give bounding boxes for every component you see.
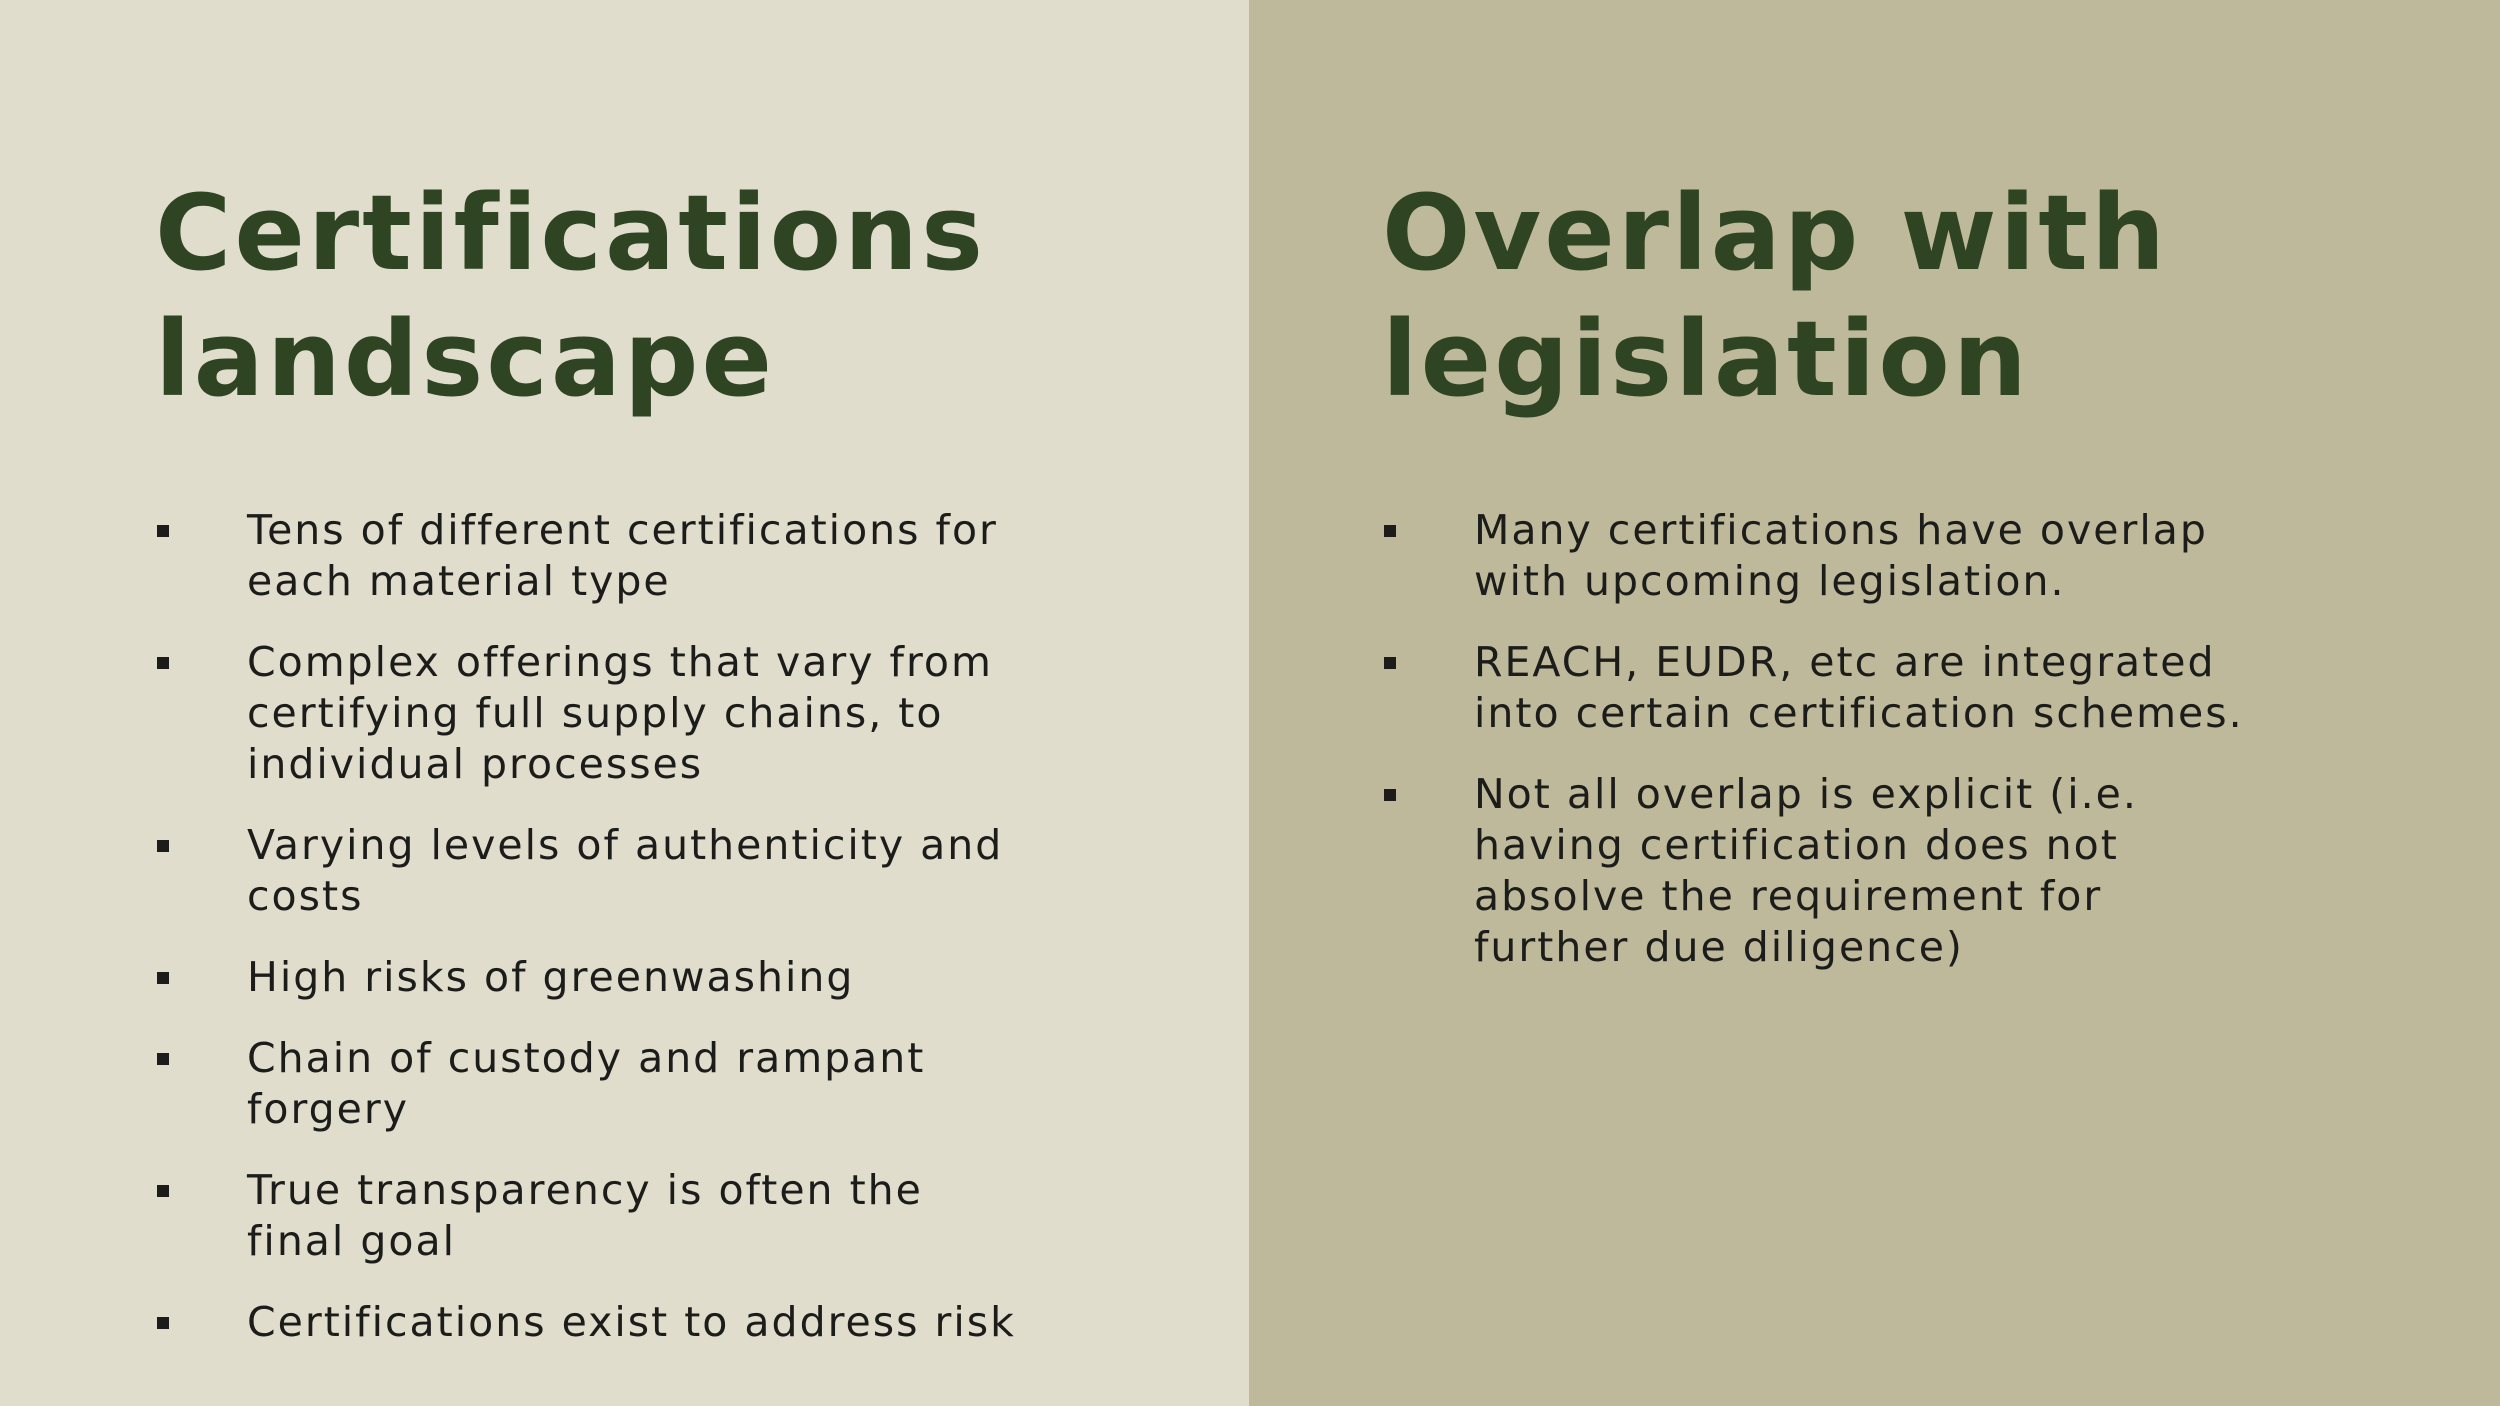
bullet-text-line: True transparency is often the [247,1166,923,1214]
bullet-text-line: final goal [247,1217,456,1265]
bullet-text-line: Tens of different certifications for [247,506,998,554]
bullet-text-line: Many certifications have overlap [1474,506,2208,554]
right-title-line: Overlap with [1382,172,2168,294]
bullet-item [1382,637,2282,739]
bullet-text-line: with upcoming legislation. [1474,557,2066,605]
bullet-text-line: Certifications exist to address risk [247,1298,1016,1346]
left-panel-certifications [0,0,1249,1406]
bullet-text-line: REACH, EUDR, etc are integrated [1474,638,2216,686]
bullet-item [1382,769,2282,973]
bullet-text-line: absolve the requirement for [1474,872,2103,920]
left-panel-title [155,170,986,422]
bullet-text-line: having certification does not [1474,821,2119,869]
bullet-item [155,1165,1055,1267]
square-bullet-icon [157,1317,169,1329]
left-title-line: landscape [155,298,776,420]
right-title-line: legislation [1382,298,2030,420]
left-title-line: Certifications [155,172,986,294]
bullet-item [1382,505,2282,607]
bullet-item [155,505,1055,607]
square-bullet-icon [1384,789,1396,801]
bullet-item [155,1033,1055,1135]
square-bullet-icon [1384,657,1396,669]
right-panel-title [1382,170,2168,422]
bullet-text-line: Varying levels of authenticity and [247,821,1004,869]
bullet-text-line: further due diligence) [1474,923,1964,971]
square-bullet-icon [157,1185,169,1197]
bullet-text-line: Chain of custody and rampant [247,1034,926,1082]
square-bullet-icon [157,972,169,984]
bullet-item [155,1297,1055,1348]
bullet-text-line: forgery [247,1085,410,1133]
square-bullet-icon [157,1053,169,1065]
bullet-item [155,952,1055,1003]
bullet-text-line: into certain certification schemes. [1474,689,2244,737]
square-bullet-icon [157,525,169,537]
bullet-text-line: certifying full supply chains, to [247,689,944,737]
bullet-item [155,820,1055,922]
bullet-text-line: High risks of greenwashing [247,953,855,1001]
bullet-item [155,637,1055,790]
right-panel-legislation [1249,0,2500,1406]
square-bullet-icon [157,657,169,669]
square-bullet-icon [157,840,169,852]
bullet-text-line: costs [247,872,364,920]
right-bullet-list [1382,505,2282,1003]
bullet-text-line: Not all overlap is explicit (i.e. [1474,770,2138,818]
left-bullet-list [155,505,1055,1378]
square-bullet-icon [1384,525,1396,537]
bullet-text-line: individual processes [247,740,704,788]
bullet-text-line: each material type [247,557,671,605]
bullet-text-line: Complex offerings that vary from [247,638,993,686]
